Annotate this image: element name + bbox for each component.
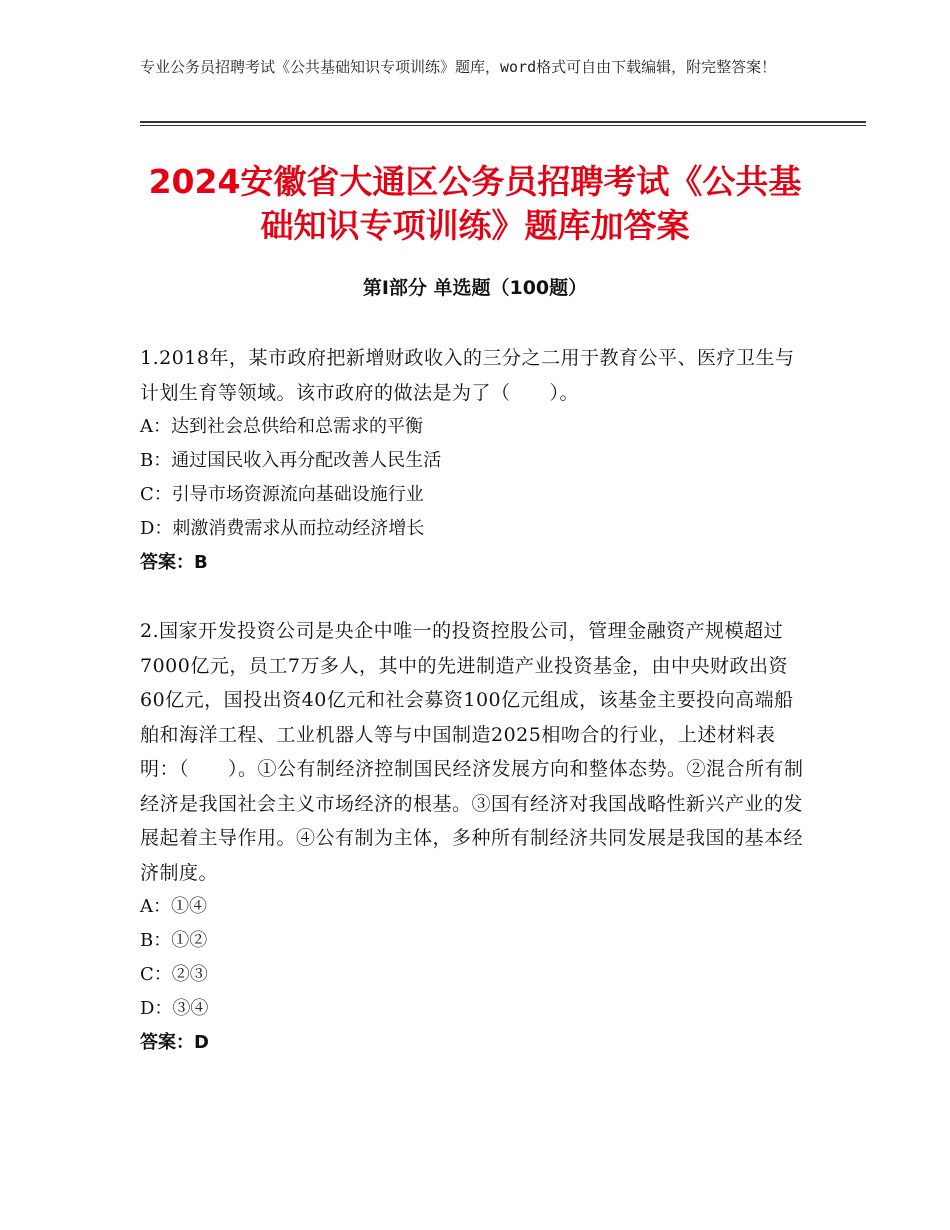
header-rule-thin <box>140 125 866 126</box>
question-1-answer: 答案：B <box>140 552 208 573</box>
question-1-option-c: C：引导市场资源流向基础设施行业 <box>140 484 424 505</box>
question-1-option-a: A：达到社会总供给和总需求的平衡 <box>140 416 423 437</box>
question-2-option-c: C：②③ <box>140 964 208 985</box>
question-2-stem: 2.国家开发投资公司是央企中唯一的投资控股公司，管理金融资产规模超过7000亿元，员工7万多人，其中的先进制造产业投资基金，由中央财政出资60亿元，国投出资40亿元和社会募资100亿元组成，该基金主要投向高端船舶和海洋工程、工业机器人等与中国制造2025相吻合的行业，上述材料表明：（ ）。①公有制经济控制国民经济发展方向和整体态势。②混合所有制经济是我国社会主义市场经济的根基。③国有经济对我国战略性新兴产业的发展起着主导作用。④公有制为主体，多种所有制经济共同发展是我国的基本经济制度。 <box>140 620 804 884</box>
question-2-option-a: A：①④ <box>140 896 207 917</box>
document-title <box>100 160 850 248</box>
header-rule-thick <box>140 121 866 123</box>
question-1 <box>140 341 810 580</box>
section-title: 第Ⅰ部分 单选题（100题） <box>362 277 588 299</box>
question-1-option-b: B：通过国民收入再分配改善人民生活 <box>140 450 442 471</box>
question-2-answer: 答案：D <box>140 1032 209 1053</box>
question-2 <box>140 614 810 1060</box>
document-title-line-1: 2024安徽省大通区公务员招聘考试《公共基 <box>148 162 802 201</box>
question-1-stem: 1.2018年，某市政府把新增财政收入的三分之二用于教育公平、医疗卫生与计划生育等领域。该市政府的做法是为了（ ）。 <box>140 347 795 404</box>
question-2-option-d: D：③④ <box>140 998 209 1019</box>
header-note: 专业公务员招聘考试《公共基础知识专项训练》题库，word格式可自由下载编辑，附完整答案！ <box>140 58 777 76</box>
question-2-option-b: B：①② <box>140 930 208 951</box>
question-1-option-d: D：刺激消费需求从而拉动经济增长 <box>140 518 425 539</box>
document-title-line-2: 础知识专项训练》题库加答案 <box>260 206 690 245</box>
